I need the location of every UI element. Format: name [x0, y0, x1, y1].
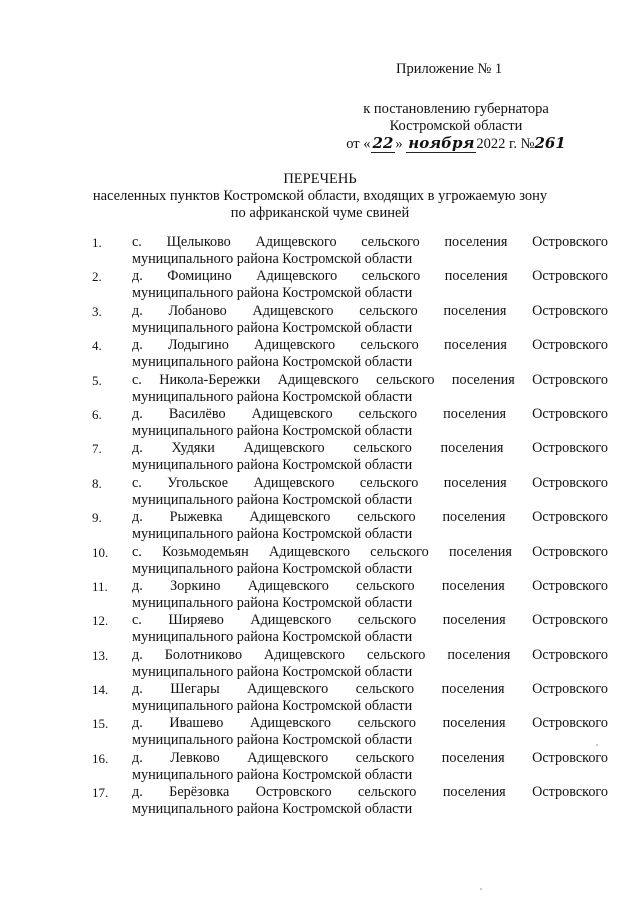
list-item [92, 578, 608, 612]
item-word: Островского [532, 440, 608, 457]
item-word: Островского [532, 268, 608, 285]
item-number: 17. [92, 785, 109, 801]
item-word: поселения [440, 440, 504, 457]
item-word: Адищевского [255, 234, 337, 250]
item-line-2: муниципального района Костромской области [132, 526, 413, 543]
item-word: д. [132, 302, 143, 319]
item-line-1 [132, 750, 608, 767]
list-item [92, 681, 608, 715]
item-line-1 [132, 578, 608, 595]
item-word: сельского [355, 749, 415, 766]
settlement-list [92, 234, 608, 819]
list-item [92, 303, 608, 337]
item-word: поселения [442, 784, 506, 801]
item-word: Адищевского [264, 646, 346, 663]
item-word: поселения [451, 371, 515, 388]
item-number: 9. [92, 510, 102, 526]
scan-speck [480, 888, 482, 890]
title-heading: ПЕРЕЧЕНЬ [283, 171, 357, 187]
date-day-handwritten: 22 [372, 134, 394, 152]
item-line-2: муниципального района Костромской области [132, 388, 413, 405]
item-word: Рыжевка [169, 509, 223, 526]
list-item [92, 612, 608, 646]
item-word: Адищевского [256, 268, 338, 285]
item-word: с. [132, 371, 142, 388]
item-word: сельского [355, 681, 415, 698]
item-number: 1. [92, 235, 102, 250]
date-year: 2022 г. [476, 136, 517, 152]
item-word: Лодыгино [168, 337, 229, 354]
item-word: Худяки [171, 440, 215, 457]
item-line-2: муниципального района Костромской области [132, 663, 413, 680]
item-word: Берёзовка [169, 784, 230, 801]
item-number: 11. [92, 578, 108, 594]
item-word: сельского [353, 440, 412, 457]
date-month-handwritten: ноября [408, 134, 475, 152]
list-item [92, 647, 608, 681]
document-title [0, 171, 640, 222]
approval-line-1: к постановлению губернатора [363, 101, 549, 117]
item-word: сельского [357, 784, 417, 801]
item-line-1 [132, 544, 608, 561]
item-word: Островского [532, 681, 608, 698]
item-line-2: муниципального района Костромской области [132, 629, 413, 646]
item-word: поселения [442, 612, 506, 629]
item-word: Адищевского [252, 302, 334, 319]
item-line-2: муниципального района Костромской области [132, 422, 413, 439]
item-word: сельского [361, 268, 421, 285]
item-word: Шегары [170, 681, 220, 698]
date-prefix: от [346, 136, 360, 152]
date-open-quote: « [363, 136, 371, 152]
item-number: 6. [92, 406, 102, 422]
item-word: Адищевского [247, 577, 329, 594]
item-line-2: муниципального района Костромской области [132, 491, 413, 508]
item-number: 12. [92, 613, 109, 629]
item-word: Островского [532, 577, 608, 594]
item-number: 13. [92, 647, 109, 663]
list-item [92, 406, 608, 440]
item-word: Адищевского [247, 681, 329, 698]
item-word: Козьмодемьян [162, 543, 249, 560]
item-word: поселения [447, 646, 511, 663]
item-line-2: муниципального района Костромской области [132, 251, 413, 267]
item-word: д. [132, 681, 143, 698]
item-line-1 [132, 715, 608, 732]
item-number: 10. [92, 544, 109, 560]
item-word: сельского [361, 234, 420, 250]
item-number: 8. [92, 475, 102, 491]
item-word: сельского [370, 543, 429, 560]
item-line-1 [132, 234, 608, 251]
item-number: 2. [92, 269, 102, 285]
item-word: Островского [532, 234, 608, 250]
item-word: поселения [443, 405, 507, 422]
item-line-1 [132, 475, 608, 492]
item-word: с. [132, 612, 142, 629]
appendix-title: Приложение № 1 [396, 61, 503, 77]
item-word: поселения [443, 474, 507, 491]
item-word: д. [132, 784, 143, 801]
item-word: д. [132, 577, 143, 594]
approval-block [336, 101, 576, 153]
approval-line-2: Костромской области [389, 118, 523, 134]
item-word: Островского [532, 612, 608, 629]
item-word: Адищевского [249, 715, 331, 732]
item-number: 15. [92, 716, 109, 732]
item-word: Островского [532, 302, 608, 319]
item-word: поселения [441, 681, 505, 698]
item-word: Адищевского [269, 543, 351, 560]
item-line-1 [132, 268, 608, 285]
item-number: 14. [92, 682, 109, 698]
item-word: Островского [532, 371, 608, 388]
item-word: д. [132, 646, 143, 663]
item-word: поселения [441, 749, 505, 766]
item-word: поселения [444, 337, 507, 354]
item-word: Адищевского [250, 612, 332, 629]
item-number: 4. [92, 338, 102, 354]
list-item [92, 509, 608, 543]
item-word: Ивашево [169, 715, 224, 732]
item-line-1 [132, 509, 608, 526]
item-number: 16. [92, 750, 109, 766]
item-word: Адищевского [254, 337, 336, 354]
item-word: Адищевского [277, 371, 359, 388]
date-close-quote: » [395, 136, 403, 152]
document-number-handwritten: 261 [534, 134, 566, 152]
item-line-2: муниципального района Костромской области [132, 698, 413, 715]
item-line-2: муниципального района Костромской области [132, 766, 413, 783]
item-word: сельского [358, 405, 418, 422]
item-word: д. [132, 440, 143, 457]
item-line-1 [132, 337, 608, 354]
item-word: д. [132, 715, 143, 732]
item-word: поселения [442, 509, 506, 526]
list-item [92, 372, 608, 406]
item-number: 5. [92, 372, 102, 388]
number-sign: № [520, 136, 535, 152]
item-number: 3. [92, 303, 102, 319]
item-line-2: муниципального района Костромской области [132, 319, 413, 336]
item-word: Островского [532, 749, 608, 766]
item-word: Адищевского [247, 749, 329, 766]
item-word: Адищевского [249, 509, 331, 526]
item-word: д. [132, 405, 143, 422]
item-word: сельского [359, 474, 419, 491]
item-word: Островского [532, 646, 608, 663]
item-word: Болотниково [164, 646, 243, 663]
item-word: поселения [448, 543, 512, 560]
item-word: Островского [532, 784, 608, 801]
item-word: Островского [255, 784, 332, 801]
item-word: Островского [532, 337, 608, 354]
item-line-2: муниципального района Костромской области [132, 354, 413, 371]
item-word: Адищевского [251, 405, 333, 422]
item-word: Василёво [168, 405, 226, 422]
item-word: сельского [360, 337, 419, 354]
list-item [92, 715, 608, 749]
item-word: Левково [170, 749, 220, 766]
item-word: Щелыково [166, 234, 231, 250]
title-subtitle-line-2: по африканской чуме свиней [230, 205, 410, 221]
item-line-2: муниципального района Костромской области [132, 285, 413, 302]
item-word: сельского [356, 577, 415, 594]
list-item [92, 337, 608, 371]
item-word: сельского [376, 371, 435, 388]
item-word: поселения [442, 715, 506, 732]
item-word: Адищевского [253, 474, 335, 491]
item-line-1 [132, 440, 608, 457]
item-word: д. [132, 749, 143, 766]
list-item [92, 750, 608, 784]
item-word: Зоркино [170, 577, 221, 594]
item-word: Островского [532, 715, 608, 732]
item-word: поселения [444, 234, 508, 250]
item-line-2: муниципального района Костромской области [132, 732, 413, 749]
list-item [92, 544, 608, 578]
item-word: сельского [357, 612, 417, 629]
list-item [92, 268, 608, 302]
item-line-1 [132, 681, 608, 698]
list-item [92, 440, 608, 474]
item-line-2: муниципального района Костромской области [132, 801, 413, 818]
item-word: сельского [357, 509, 416, 526]
item-line-2: муниципального района Костромской области [132, 457, 413, 474]
item-word: сельского [359, 302, 418, 319]
item-word: Угольское [167, 474, 229, 491]
item-word: д. [132, 268, 143, 285]
item-word: Адищевского [243, 440, 325, 457]
list-item [92, 784, 608, 818]
item-word: с. [132, 234, 142, 250]
item-line-1 [132, 784, 608, 801]
item-word: Ширяево [168, 612, 224, 629]
item-word: Островского [532, 474, 608, 491]
item-line-1 [132, 647, 608, 664]
item-line-1 [132, 303, 608, 320]
item-line-1 [132, 372, 608, 389]
item-word: д. [132, 337, 143, 354]
item-word: с. [132, 543, 142, 560]
item-line-2: муниципального района Костромской области [132, 594, 413, 611]
item-word: с. [132, 474, 142, 491]
item-number: 7. [92, 441, 102, 457]
item-line-2: муниципального района Костромской области [132, 560, 413, 577]
item-word: Островского [532, 543, 608, 560]
title-subtitle-line-1: населенных пунктов Костромской области, входящих в угрожаемую зону [92, 188, 548, 204]
item-word: Островского [532, 509, 608, 526]
item-line-1 [132, 406, 608, 423]
list-item [92, 475, 608, 509]
item-word: Никола-Бережки [159, 371, 261, 388]
item-word: поселения [443, 302, 507, 319]
item-word: д. [132, 509, 143, 526]
item-word: Островского [532, 405, 608, 422]
item-word: поселения [444, 268, 508, 285]
item-word: Лобаново [168, 302, 227, 319]
item-line-1 [132, 612, 608, 629]
item-word: сельского [366, 646, 426, 663]
item-word: поселения [441, 577, 505, 594]
date-line [336, 135, 576, 153]
item-word: Фомицино [167, 268, 232, 285]
scan-speck [596, 744, 598, 746]
list-item [92, 234, 608, 268]
item-word: сельского [357, 715, 417, 732]
